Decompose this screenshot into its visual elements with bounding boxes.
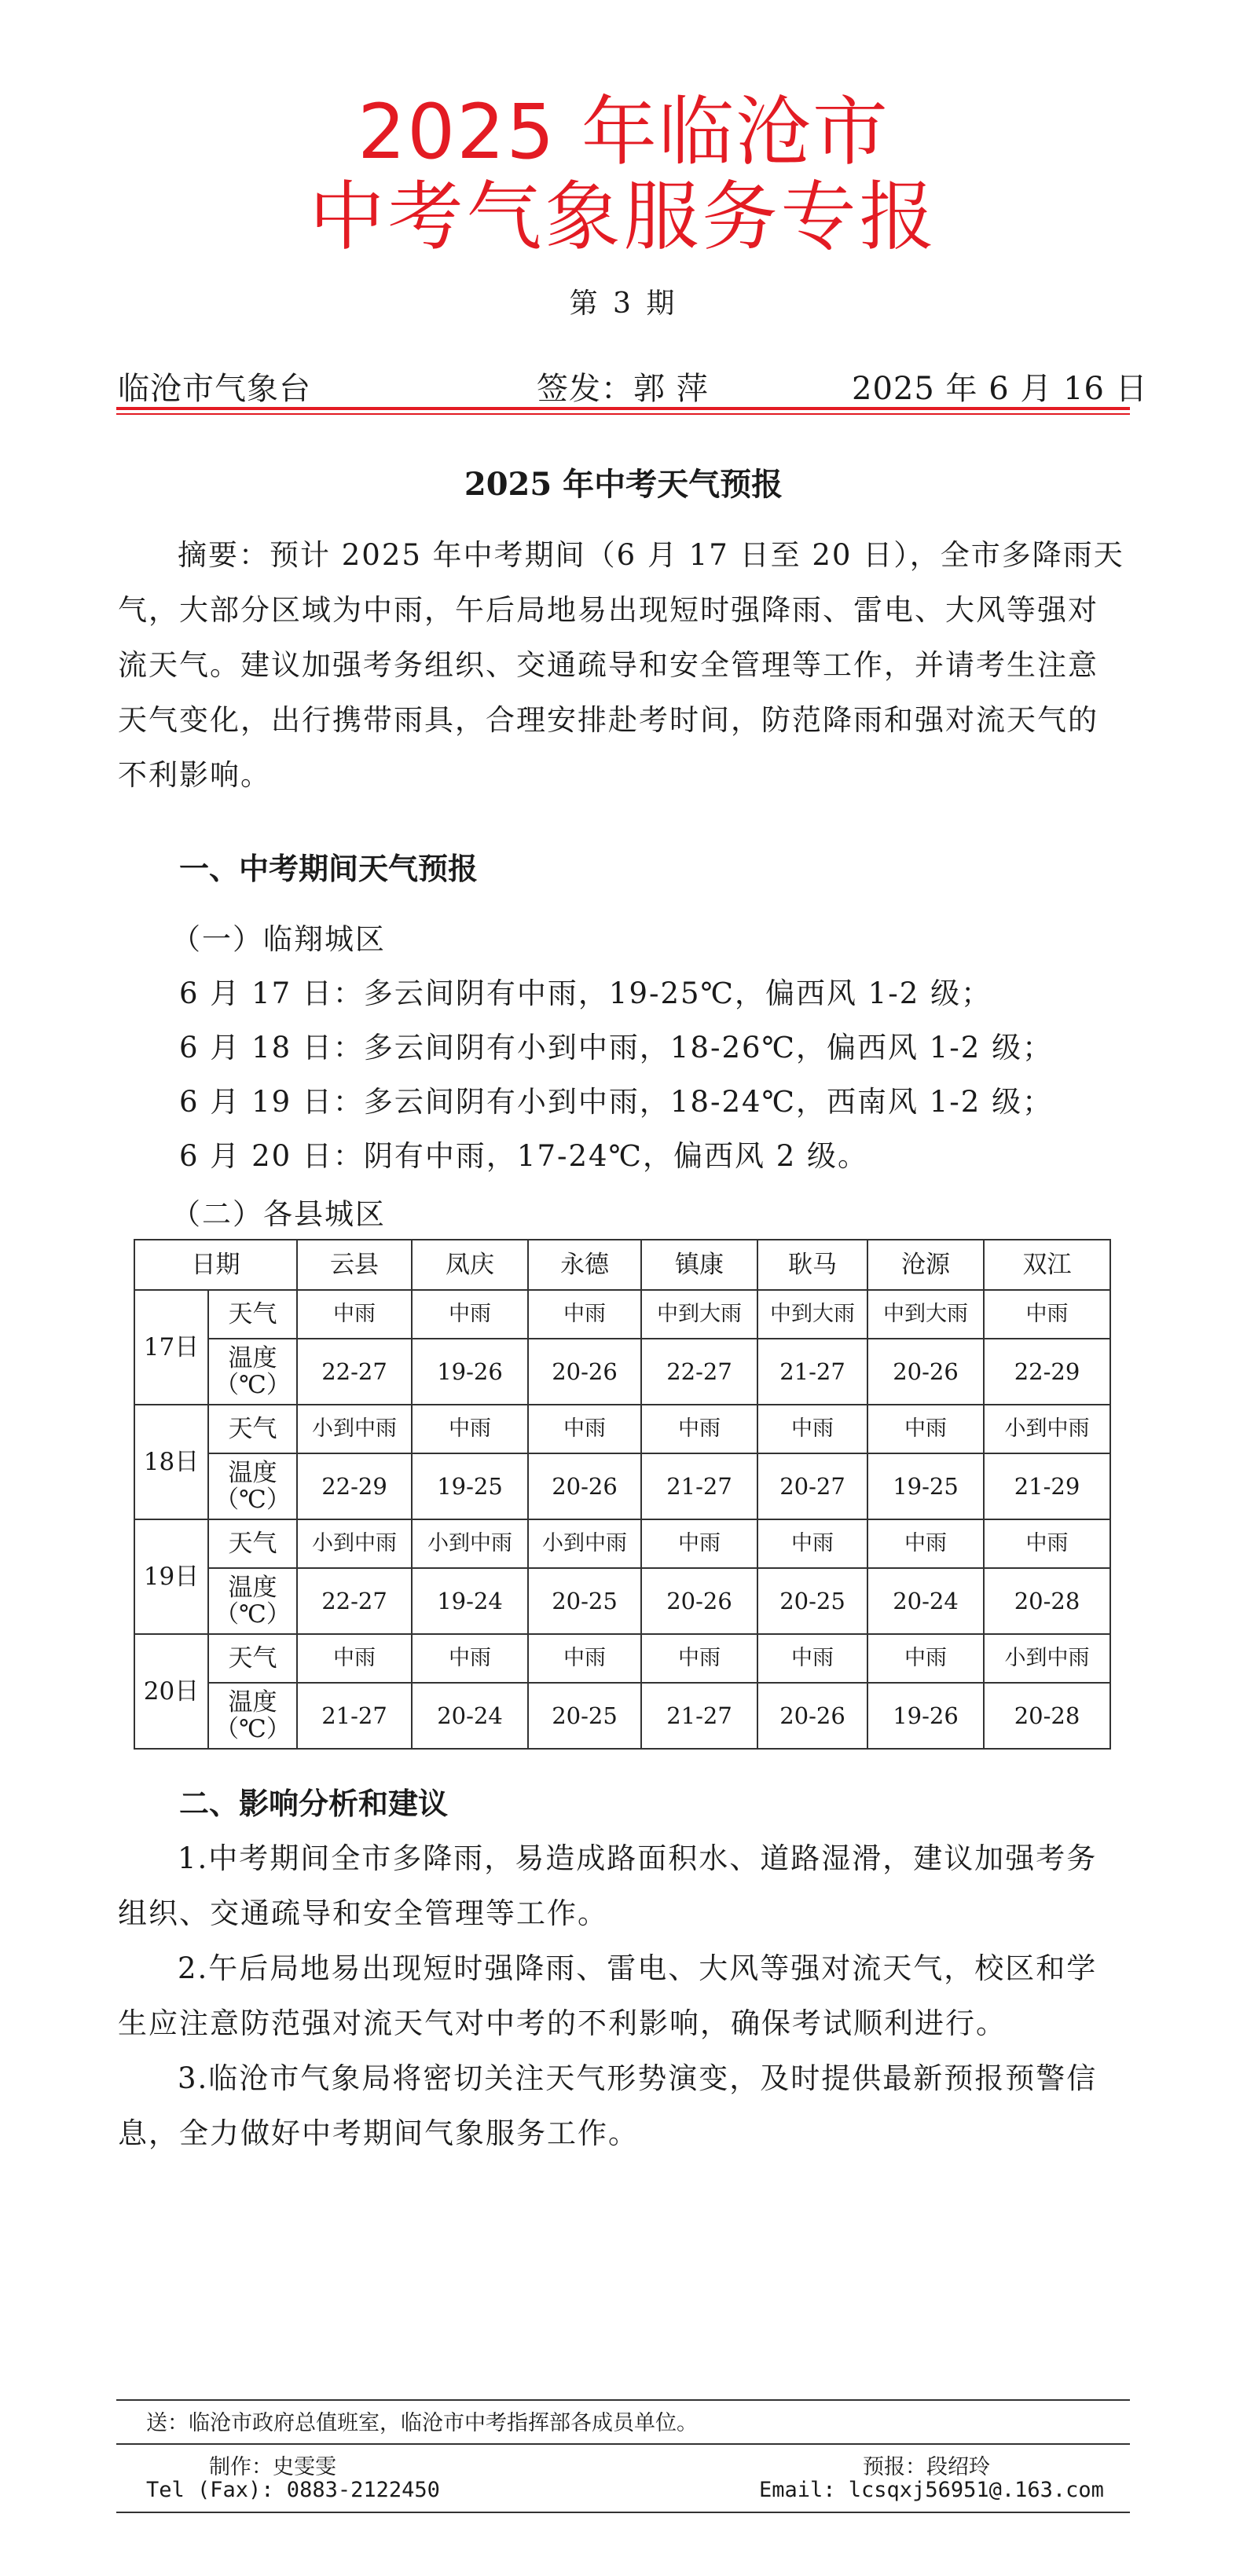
date-cell: 19日 (134, 1519, 208, 1634)
weather-cell: 中雨 (297, 1634, 412, 1683)
county-header: 沧源 (867, 1240, 984, 1290)
temp-cell: 22-27 (297, 1339, 412, 1405)
temp-cell: 19-26 (412, 1339, 528, 1405)
weather-cell: 中雨 (641, 1519, 757, 1568)
weather-cell: 中到大雨 (757, 1290, 867, 1339)
forecast-line: 6 月 17 日：多云间阴有中雨，19-25℃，偏西风 1-2 级； (179, 977, 992, 1010)
weather-cell: 中雨 (641, 1634, 757, 1683)
advice-item: 3.临沧市气象局将密切关注天气形势演变，及时提供最新预报预警信息，全力做好中考期间气象服务工作。 (118, 2061, 1098, 2150)
county-header: 耿马 (757, 1240, 867, 1290)
temp-cell: 21-27 (641, 1683, 757, 1749)
weather-cell: 中雨 (867, 1405, 984, 1453)
temp-cell: 22-29 (984, 1339, 1110, 1405)
signer: 签发：郭 萍 (537, 371, 709, 407)
forecast-line: 6 月 18 日：多云间阴有小到中雨，18-26℃，偏西风 1-2 级； (179, 1031, 1054, 1064)
weather-cell: 中雨 (412, 1290, 528, 1339)
temp-cell: 19-25 (867, 1453, 984, 1519)
forecast-line: 6 月 20 日：阴有中雨，17-24℃，偏西风 2 级。 (179, 1139, 869, 1173)
header-rule-thick (116, 407, 1130, 410)
weather-cell: 中雨 (757, 1634, 867, 1683)
temp-cell: 20-25 (757, 1568, 867, 1634)
weather-cell: 小到中雨 (984, 1405, 1110, 1453)
summary-paragraph: 摘要：预计 2025 年中考期间（6 月 17 日至 20 日），全市多降雨天气，大部分区域为中雨，午后局地易出现短时强降雨、雷电、大风等强对流天气。建议加强考务组织、交通疏导和安全管理等工作，并请考生注意天气变化，出行携带雨具，合理安排赴考时间，防范降雨和强对流天气的不利影响。 (118, 538, 1124, 792)
weather-cell: 小到中雨 (984, 1634, 1110, 1683)
weather-cell: 中雨 (757, 1405, 867, 1453)
temp-cell: 22-29 (297, 1453, 412, 1519)
temp-cell: 20-28 (984, 1683, 1110, 1749)
temp-cell: 22-27 (641, 1339, 757, 1405)
temp-cell: 20-26 (641, 1568, 757, 1634)
footer-rule-bottom (116, 2512, 1130, 2513)
temp-cell: 22-27 (297, 1568, 412, 1634)
table-row (134, 1634, 1110, 1683)
county-header: 云县 (297, 1240, 412, 1290)
temp-cell: 19-25 (412, 1453, 528, 1519)
table-row (134, 1290, 1110, 1339)
date-cell: 18日 (134, 1405, 208, 1519)
temp-cell: 20-25 (528, 1683, 641, 1749)
subsection-counties: （二）各县城区 (171, 1197, 386, 1231)
header-rule-thin (116, 413, 1130, 415)
weather-cell: 中雨 (297, 1290, 412, 1339)
forecaster: 预报：段绍玲 (863, 2455, 990, 2479)
advice-item: 1.中考期间全市多降雨，易造成路面积水、道路湿滑，建议加强考务组织、交通疏导和安全管理等工作。 (118, 1841, 1098, 1930)
temp-cell: 19-24 (412, 1568, 528, 1634)
weather-cell: 中雨 (528, 1634, 641, 1683)
weather-cell: 中到大雨 (641, 1290, 757, 1339)
section2-heading: 二、影响分析和建议 (179, 1786, 449, 1821)
distribution-list: 送：临沧市政府总值班室，临沧市中考指挥部各成员单位。 (146, 2411, 698, 2435)
temp-cell: 21-27 (757, 1339, 867, 1405)
temp-cell: 20-28 (984, 1568, 1110, 1634)
tel-fax: Tel (Fax): 0883-2122450 (146, 2478, 440, 2502)
document-title: 2025 年中考天气预报 (464, 466, 783, 503)
issue-number: 第 3 期 (569, 288, 678, 320)
date-cell: 20日 (134, 1634, 208, 1749)
temp-label: 温度（℃） (208, 1683, 297, 1749)
temp-cell: 21-27 (641, 1453, 757, 1519)
county-forecast-table (134, 1239, 1111, 1750)
temp-cell: 20-26 (757, 1683, 867, 1749)
temp-cell: 20-26 (867, 1339, 984, 1405)
table-row (134, 1405, 1110, 1453)
temp-cell: 21-27 (297, 1683, 412, 1749)
temp-label: 温度（℃） (208, 1568, 297, 1634)
weather-cell: 中雨 (412, 1405, 528, 1453)
temp-cell: 20-24 (412, 1683, 528, 1749)
issuing-org: 临沧市气象台 (118, 371, 311, 407)
temp-label: 温度（℃） (208, 1339, 297, 1405)
table-row (134, 1683, 1110, 1749)
temp-cell: 19-26 (867, 1683, 984, 1749)
email: Email: lcsqxj56951@.163.com (759, 2478, 1104, 2502)
weather-cell: 中雨 (867, 1634, 984, 1683)
weather-cell: 中雨 (984, 1290, 1110, 1339)
weather-cell: 小到中雨 (297, 1519, 412, 1568)
temp-cell: 20-26 (528, 1453, 641, 1519)
weather-cell: 中雨 (641, 1405, 757, 1453)
county-header: 永德 (528, 1240, 641, 1290)
date-header: 日期 (134, 1240, 297, 1290)
temp-cell: 21-29 (984, 1453, 1110, 1519)
weather-cell: 中雨 (984, 1519, 1110, 1568)
county-header: 双江 (984, 1240, 1110, 1290)
weather-cell: 小到中雨 (297, 1405, 412, 1453)
table-row (134, 1339, 1110, 1405)
county-header: 镇康 (641, 1240, 757, 1290)
temp-cell: 20-25 (528, 1568, 641, 1634)
weather-cell: 中雨 (412, 1634, 528, 1683)
temp-cell: 20-26 (528, 1339, 641, 1405)
advice-item: 2.午后局地易出现短时强降雨、雷电、大风等强对流天气，校区和学生应注意防范强对流天气对中考的不利影响，确保考试顺利进行。 (118, 1951, 1098, 2040)
weather-cell: 中雨 (757, 1519, 867, 1568)
temp-label: 温度（℃） (208, 1453, 297, 1519)
report-title-line2: 中考气象服务专报 (309, 173, 938, 261)
table-header-row (134, 1240, 1110, 1290)
weather-label: 天气 (208, 1290, 297, 1339)
table-row (134, 1453, 1110, 1519)
footer-rule-mid (116, 2443, 1130, 2445)
forecast-line: 6 月 19 日：多云间阴有小到中雨，18-24℃，西南风 1-2 级； (179, 1085, 1054, 1119)
county-header: 凤庆 (412, 1240, 528, 1290)
maker: 制作：史雯雯 (209, 2455, 336, 2479)
weather-label: 天气 (208, 1519, 297, 1568)
weather-cell: 中雨 (528, 1290, 641, 1339)
report-title-line1: 2025 年临沧市 (358, 88, 889, 176)
temp-cell: 20-27 (757, 1453, 867, 1519)
section1-heading: 一、中考期间天气预报 (179, 852, 479, 886)
weather-cell: 中到大雨 (867, 1290, 984, 1339)
weather-cell: 小到中雨 (528, 1519, 641, 1568)
temp-cell: 20-24 (867, 1568, 984, 1634)
table-row (134, 1568, 1110, 1634)
issue-date: 2025 年 6 月 16 日 (852, 371, 1148, 407)
weather-label: 天气 (208, 1405, 297, 1453)
table-row (134, 1519, 1110, 1568)
footer-rule-top (116, 2399, 1130, 2401)
weather-cell: 中雨 (528, 1405, 641, 1453)
weather-cell: 中雨 (867, 1519, 984, 1568)
subsection-linxiang: （一）临翔城区 (171, 922, 386, 956)
weather-label: 天气 (208, 1634, 297, 1683)
date-cell: 17日 (134, 1290, 208, 1405)
weather-cell: 小到中雨 (412, 1519, 528, 1568)
